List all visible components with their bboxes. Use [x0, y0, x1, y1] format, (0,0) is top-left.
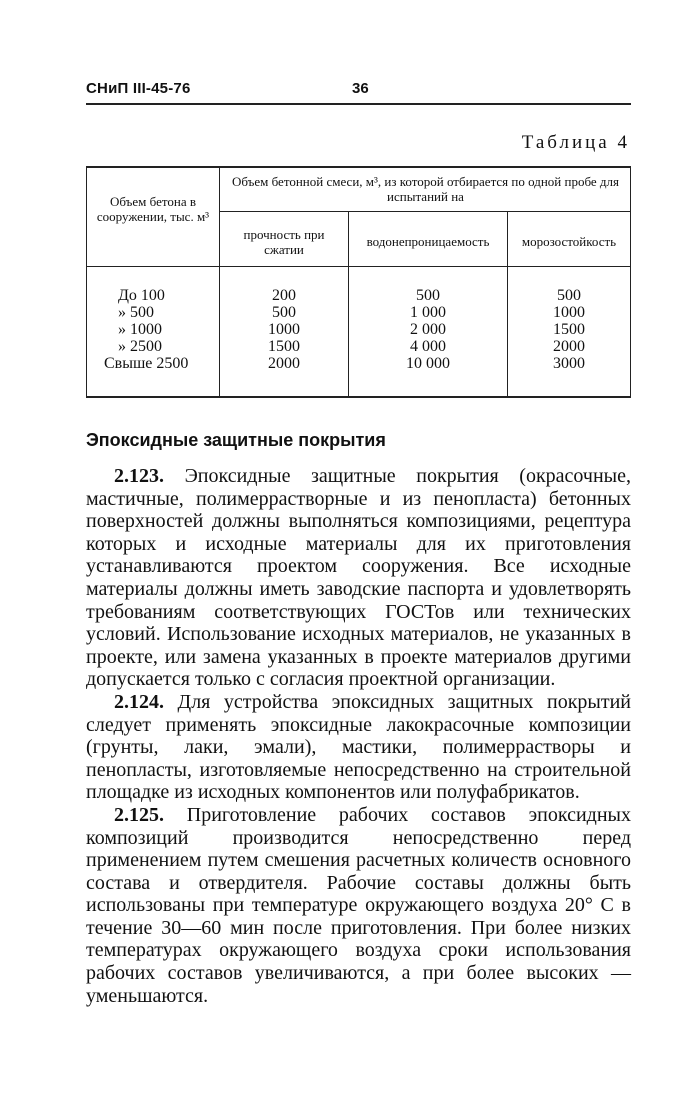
- table-cell: 2000: [268, 355, 300, 372]
- table-cell: » 500: [118, 304, 154, 321]
- column-header-waterproof: водонепроницаемость: [366, 234, 490, 249]
- table-top-rule: [86, 166, 631, 168]
- column-header-group: Объем бетонной смеси, м³, из которой отбирается по одной пробе для испытаний на: [231, 174, 620, 204]
- table-cell: » 1000: [118, 321, 162, 338]
- table-cell: » 2500: [118, 338, 162, 355]
- table-cell: 4 000: [410, 338, 446, 355]
- table-cell: 200: [272, 287, 296, 304]
- section-title: Эпоксидные защитные покрытия: [86, 430, 386, 450]
- table-left-border: [86, 166, 87, 398]
- table-right-border: [630, 166, 631, 398]
- table-cell: 500: [272, 304, 296, 321]
- body-text: [86, 465, 631, 1007]
- table-cell: 2000: [553, 338, 585, 355]
- clause-text: Эпоксидные защитные покрытия (окрасочные, мастичные, полимеррастворные и из пенопласта) бетонных поверхностей должны выполняться композициями, рецептура которых и исходные материалы для их приготовления устанавливаются проектом сооружения. Все исходные материалы должны иметь заводские паспорта и удовлетворять требованиям соответствующих ГОСТов или технических условий. Использование исходных материалов, не указанных в проекте, или замена указанных в проекте материалов другими допускается только с согласия проектной организации.: [86, 465, 631, 691]
- waterproof-column: [349, 287, 507, 372]
- table-cell: 1000: [268, 321, 300, 338]
- table-cell: 10 000: [406, 355, 450, 372]
- frost-column: [508, 287, 630, 372]
- volume-column: [104, 287, 216, 372]
- table-bottom-rule: [86, 396, 631, 398]
- table-cell: 1500: [553, 321, 585, 338]
- clause-number: 2.124.: [114, 690, 164, 713]
- group-header-rule: [219, 211, 631, 212]
- clause-paragraph: [86, 465, 631, 691]
- table-cell: 1 000: [410, 304, 446, 321]
- document-code: СНиП III-45-76: [86, 80, 191, 97]
- header-divider: [86, 103, 631, 105]
- table-cell: Свыше 2500: [104, 355, 189, 372]
- table-cell: До 100: [118, 287, 165, 304]
- clause-paragraph: [86, 691, 631, 804]
- clause-text: Для устройства эпоксидных защитных покрытий следует применять эпоксидные лакокрасочные композиции (грунты, лаки, эмали), мастики, полимеррастворы и пенопласты, изготовляемые непосредственно на строительной площадке из исходных компонентов или полуфабрикатов.: [86, 690, 631, 804]
- column-header-volume: Объем бетона в сооружении, тыс. м³: [96, 194, 210, 224]
- table-cell: 1000: [553, 304, 585, 321]
- table-cell: 500: [557, 287, 581, 304]
- column-header-strength: прочность при сжатии: [243, 227, 325, 257]
- table-cell: 500: [416, 287, 440, 304]
- clause-number: 2.125.: [114, 803, 164, 826]
- concrete-sampling-table: [86, 166, 631, 398]
- table-cell: 3000: [553, 355, 585, 372]
- clause-text: Приготовление рабочих составов эпоксидных композиций производится непосредственно перед применением путем смешения расчетных количеств основного состава и отвердителя. Рабочие составы должны быть использованы при температуре окружающего воздуха 20° С в течение 30—60 мин после приготовления. При более низких температурах окружающего воздуха сроки использования рабочих составов увеличиваются, а при более высоких — уменьшаются.: [86, 803, 631, 1007]
- column-header-frost: морозостойкость: [521, 234, 617, 249]
- header-bottom-rule: [86, 266, 631, 267]
- table-caption: Таблица 4: [521, 132, 630, 153]
- page-number: 36: [352, 80, 369, 97]
- clause-number: 2.123.: [114, 465, 164, 487]
- table-cell: 1500: [268, 338, 300, 355]
- clause-paragraph: [86, 804, 631, 1007]
- strength-column: [220, 287, 348, 372]
- table-cell: 2 000: [410, 321, 446, 338]
